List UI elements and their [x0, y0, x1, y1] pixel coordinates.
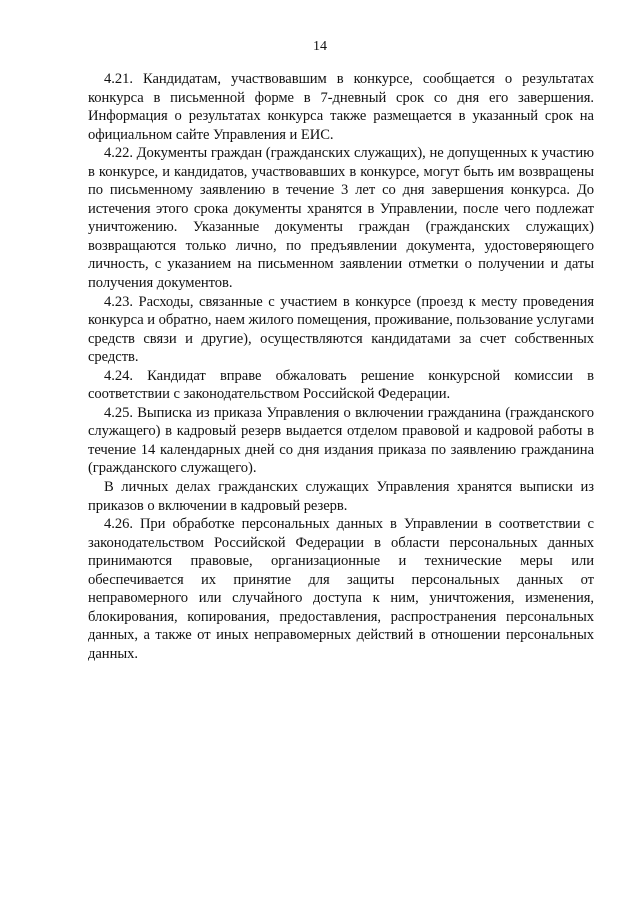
paragraph-4-21: 4.21. Кандидатам, участвовавшим в конкурсе, сообщается о результатах конкурса в письменной форме в 7-дневный срок со дня его завершения. Информация о результатах конкурса также размещается в указанный срок на официальном сайте Управления и ЕИС.: [88, 71, 594, 143]
paragraph-4-22: 4.22. Документы граждан (гражданских служащих), не допущенных к участию в конкурсе, и кандидатов, участвовавших в конкурсе, могут быть им возвращены по письменному заявлению в течение 3 лет со дня завершения конкурса. До истечения этого срока документы хранятся в Управлении, после чего подлежат уничтожению. Указанные документы граждан (гражданских служащих) возвращаются только лично, по предъявлении документа, удостоверяющего личность, с указанием на письменном заявлении отметки о получении и даты получения документов.: [88, 145, 594, 292]
paragraph-4-25: 4.25. Выписка из приказа Управления о включении гражданина (гражданского служащего) в кадровый резерв выдается отделом правовой и кадровой работы в течение 14 календарных дней со дня издания приказа по заявлению гражданина (гражданского служащего).: [88, 404, 594, 477]
document-body: [88, 70, 594, 664]
paragraph-4-24: 4.24. Кандидат вправе обжаловать решение конкурсной комиссии в соответствии с законодательством Российской Федерации.: [88, 367, 594, 403]
page-number: 14: [313, 39, 327, 54]
paragraph-personal-files: В личных делах гражданских служащих Управления хранятся выписки из приказов о включении в кадровый резерв.: [88, 479, 594, 514]
paragraph-4-23: 4.23. Расходы, связанные с участием в конкурсе (проезд к месту проведения конкурса и обратно, наем жилого помещения, проживание, пользование услугами средств связи и другие), осуществляются кандидатами за счет собственных средств.: [88, 293, 595, 366]
paragraph-4-26: 4.26. При обработке персональных данных в Управлении в соответствии с законодательством Российской Федерации в области персональных данных принимаются правовые, организационные и технические меры или обеспечивается их принятие для защиты персональных данных от неправомерного или случайного доступа к ним, уничтожения, изменения, блокирования, копирования, предоставления, распространения персональных данных, а также от иных неправомерных действий в отношении персональных данных.: [88, 516, 594, 662]
